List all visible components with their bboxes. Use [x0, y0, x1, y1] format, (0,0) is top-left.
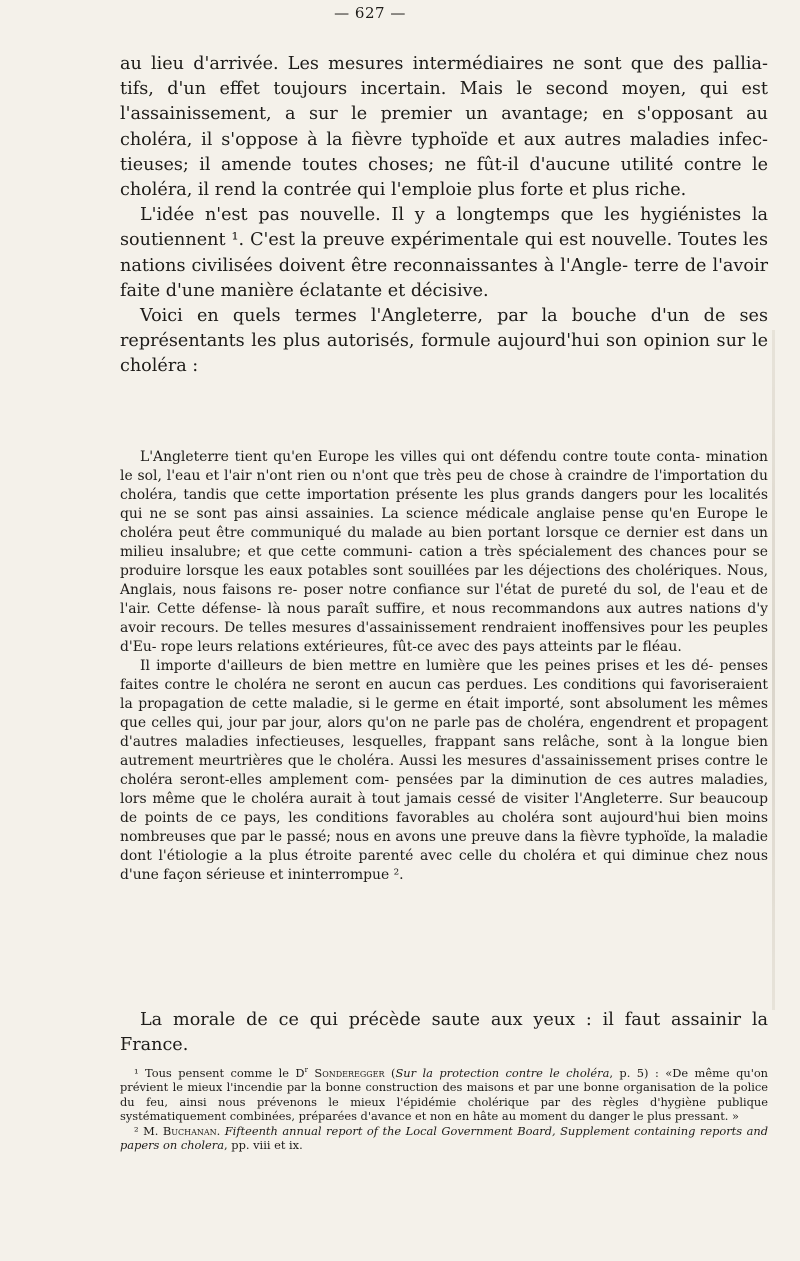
quote-paragraph-depenses: Il importe d'ailleurs de bien mettre en lumière que les peines prises et les dé- penses faites contre le choléra ne seront en aucun cas perdues. Les conditions qui favoriseraient la propagation de cette maladie, si le germe en était importé, sont absolument les mêmes que celles qui, jour par jour, alors qu'on ne parle pas de choléra, engendrent et propagent d'autres maladies infectieuses, lesquelles, frappant sans relâche, sont à la longue bien autrement meurtrières que le choléra. Aussi les mesures d'assainissement prises contre le choléra seront-elles amplement com- pensées par la diminution de ces autres maladies, lors même que le choléra aurait à tout jamais cessé de visiter l'Angleterre. Sur beaucoup de points de ce pays, les conditions favorables au choléra sont aujourd'hui bien moins nombreuses que par le passé; nous en avons une preuve dans la fièvre typhoïde, la maladie dont l'étiologie a la plus étroite parenté avec celle du choléra et qui diminue chez nous d'une façon sérieuse et ininterrompue ². — [120, 658, 768, 883]
conclusion — [120, 1008, 768, 1058]
paragraph-idee-nouvelle: L'idée n'est pas nouvelle. Il y a longtemps que les hygiénistes la soutiennent ¹. C'est la preuve expérimentale qui est nouvelle. Toutes les nations civilisées doivent être reconnaissantes à l'Angle- terre de l'avoir faite d'une manière éclatante et décisive. — [120, 205, 768, 301]
paragraph-angleterre-opinion: Voici en quels termes l'Angleterre, par la bouche d'un de ses représentants les plus autorisés, formule aujourd'hui son opinion sur le choléra : — [120, 306, 768, 377]
footnote-1-sup: r — [304, 1065, 308, 1075]
footnote-1-title: Sur la protection contre le choléra — [395, 1066, 610, 1080]
quoted-statement — [120, 448, 768, 885]
page-number: — 627 — — [334, 4, 406, 22]
closing-paragraph: La morale de ce qui précède saute aux yeux : il faut assainir la France. — [120, 1010, 768, 1056]
footnote-1-lead: ¹ Tous pensent comme le D — [134, 1066, 305, 1080]
footnotes — [120, 1066, 768, 1152]
footnote-1-author: Sonderegger — [314, 1066, 385, 1080]
paragraph-assainissement: au lieu d'arrivée. Les mesures intermédiaires ne sont que des pallia- tifs, d'un effet toujours incertain. Mais le second moyen, qui est l'assainissement, a sur le premier un avantage; en s'opposant au choléra, il s'oppose à la fièvre typhoïde et aux autres maladies infec- tieuses; il amende toutes choses; ne fût-il d'aucune utilité contre le choléra, il rend la contrée qui l'emploie plus forte et plus riche. — [120, 54, 768, 201]
footnote-sonderegger — [120, 1066, 768, 1124]
footnote-2-sep: . — [216, 1123, 225, 1138]
footnote-buchanan — [120, 1124, 768, 1153]
quote-paragraph-defense: L'Angleterre tient qu'en Europe les villes qui ont défendu contre toute conta- mination le sol, l'eau et l'air n'ont rien ou n'ont que très peu de chose à craindre de l'importation du choléra, tandis que cette importation présente les plus grands dangers pour les localités qui ne se sont pas ainsi assainies. La science médicale anglaise pense qu'en Europe le choléra peut être communiqué du malade au bien portant lorsque ce dernier est dans un milieu insalubre; et que cette communi- cation a très spécialement des chances pour se produire lorsque les eaux potables sont souillées par les déjections des cholériques. Nous, Anglais, nous faisons re- poser notre confiance sur l'état de pureté du sol, de l'eau et de l'air. Cette défense- là nous paraît suffire, et nous recommandons aux autres nations d'y avoir recours. De telles mesures d'assainissement rendraient inoffensives pour les peuples d'Eu- rope leurs relations extérieures, fût-ce avec des pays atteints par le fléau. — [120, 449, 768, 655]
footnote-1-paren: ( — [391, 1066, 396, 1080]
footnote-2-author: Buchanan — [162, 1123, 217, 1138]
page-edge-shadow — [772, 330, 775, 1010]
footnote-2-title: Fifteenth annual report of the Local Government Board, Supplement containing reports and papers on cholera — [120, 1123, 768, 1153]
footnote-1-text: , p. 5) : «De même qu'on prévient le mieux l'incendie par la bonne construction des maisons et par une bonne organisation de la police du feu, ainsi nous prévenons le mieux l'épidémie cholérique par des règles d'hygiène publique systématiquement combinées, préparées d'avance et non en hâte au moment du danger le plus pressant. » — [120, 1066, 769, 1124]
footnote-2-text: , pp. viii et ix. — [224, 1138, 303, 1153]
main-text — [120, 52, 768, 380]
footnote-2-lead: ² M. — [134, 1123, 163, 1138]
